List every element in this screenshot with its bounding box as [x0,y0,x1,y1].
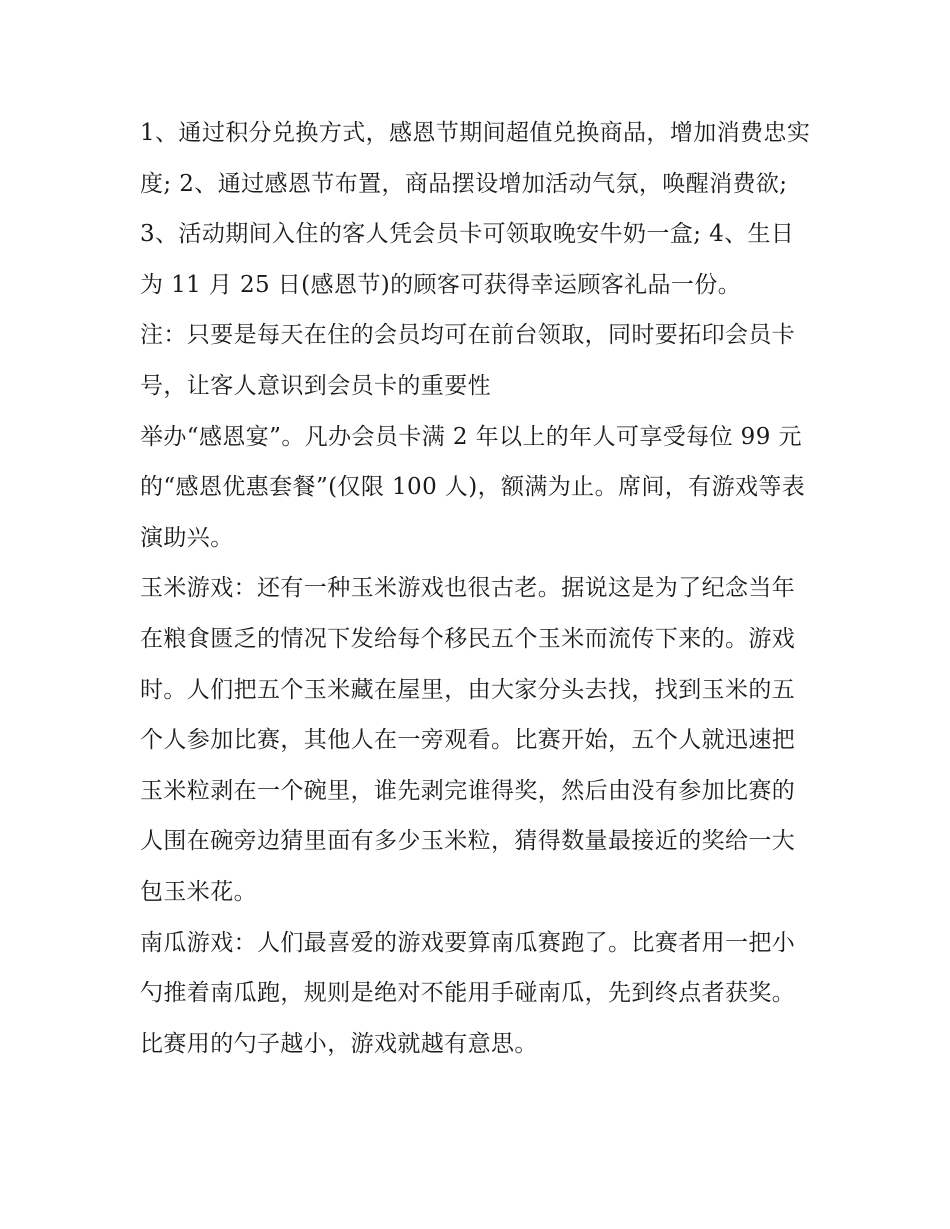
document-page [140,108,812,1069]
paragraph-corn-game: 玉米游戏：还有一种玉米游戏也很古老。据说这是为了纪念当年在粮食匮乏的情况下发给每个移民五个玉米而流传下来的。游戏时。人们把五个玉米藏在屋里，由大家分头去找，找到玉米的五个人参加比赛，其他人在一旁观看。比赛开始，五个人就迅速把玉米粒剥在一个碗里，谁先剥完谁得奖，然后由没有参加比赛的人围在碗旁边猜里面有多少玉米粒，猜得数量最接近的奖给一大包玉米花。 [140,575,796,905]
paragraph-note: 注：只要是每天在住的会员均可在前台领取，同时要拓印会员卡号，让客人意识到会员卡的重要性 [140,322,796,399]
paragraph-pumpkin-game: 南瓜游戏：人们最喜爱的游戏要算南瓜赛跑了。比赛者用一把小勺推着南瓜跑，规则是绝对不能用手碰南瓜，先到终点者获奖。比赛用的勺子越小，游戏就越有意思。 [140,929,796,1057]
paragraph-thanksgiving-banquet: 举办“感恩宴”。凡办会员卡满 2 年以上的年人可享受每位 99 元的“感恩优惠套餐”(仅限 100 人)，额满为止。席间，有游戏等表演助兴。 [140,423,806,551]
paragraph-member-gifts: 3、活动期间入住的客人凭会员卡可领取晚安牛奶一盒; 4、生日为 11 月 25 日(感恩节)的顾客可获得幸运顾客礼品一份。 [140,221,795,298]
paragraph-points-exchange: 1、通过积分兑换方式，感恩节期间超值兑换商品，增加消费忠实度; 2、通过感恩节布置，商品摆设增加活动气氛，唤醒消费欲; [140,120,811,197]
